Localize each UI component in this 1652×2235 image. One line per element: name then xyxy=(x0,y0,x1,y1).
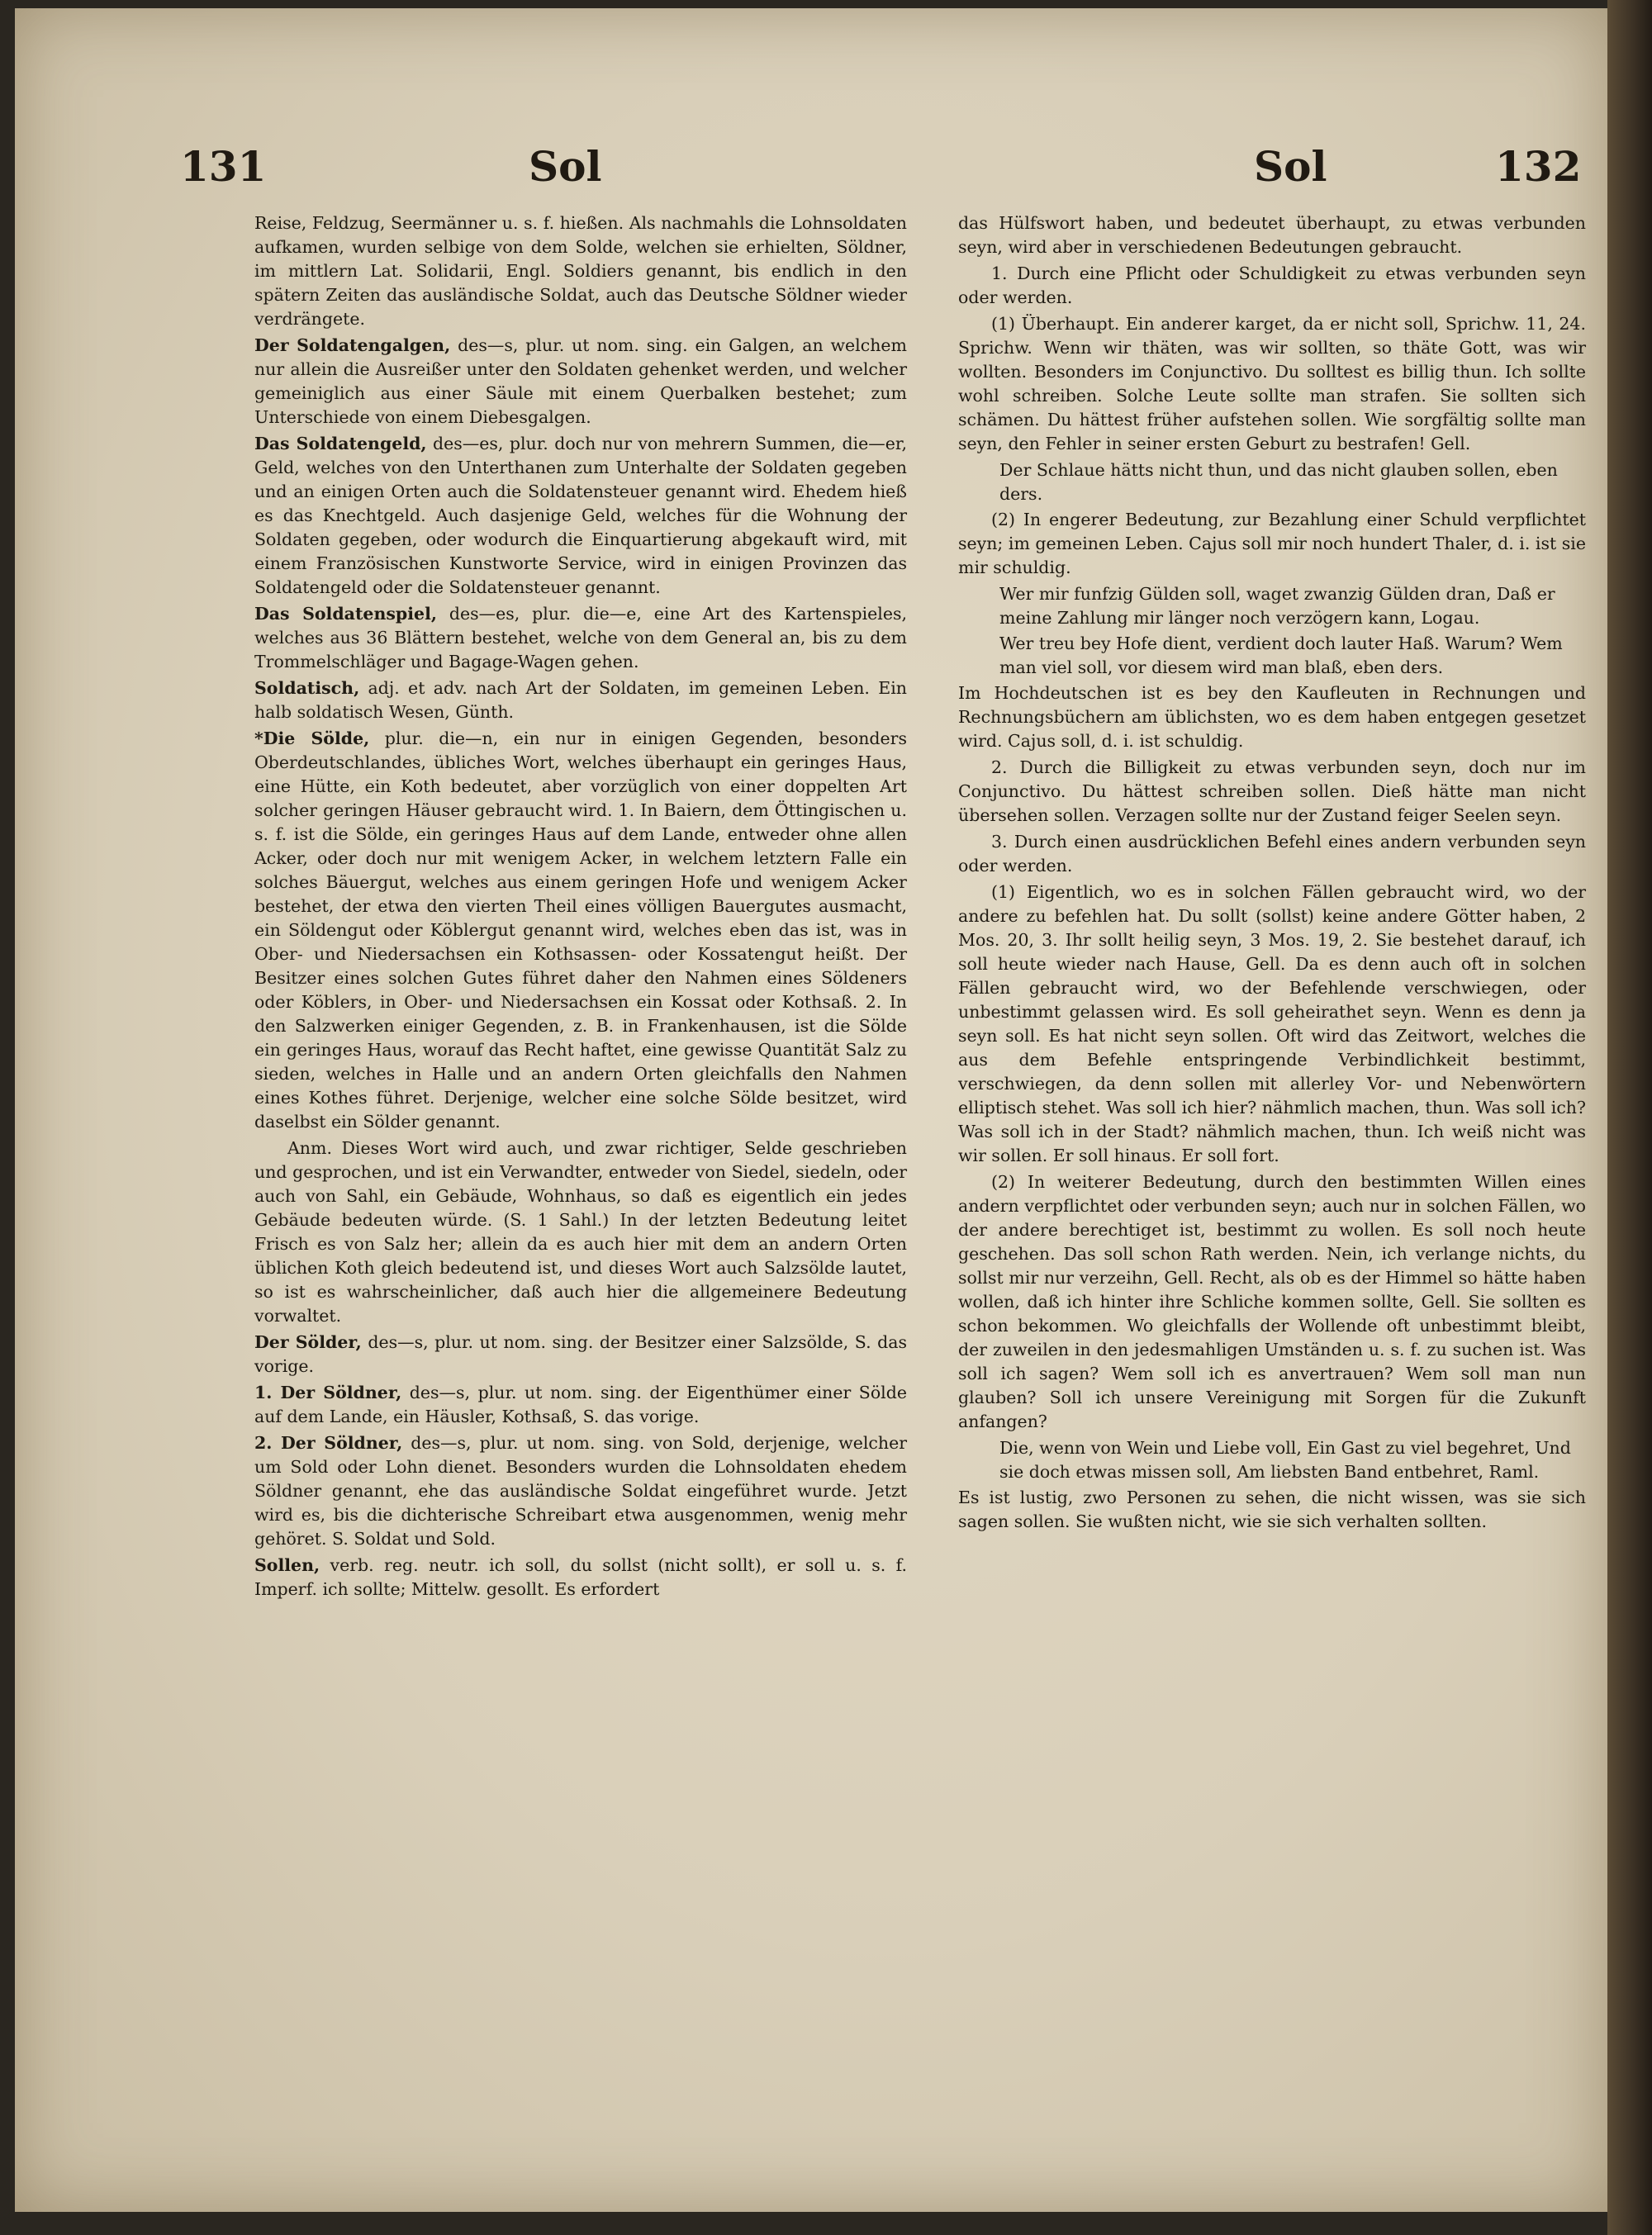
entry-text: des—s, plur. ut nom. sing. der Eigenthümer einer Sölde auf dem Lande, ein Häusler, Kothsaß, S. das vorige. xyxy=(254,1383,907,1426)
entry-text: des—s, plur. ut nom. sing. der Besitzer einer Salzsölde, S. das vorige. xyxy=(254,1332,907,1376)
entry-text: Reise, Feldzug, Seermänner u. s. f. hießen. Als nachmahls die Lohnsoldaten aufkamen, wurden selbige von dem Solde, welchen sie erhielten, Söldner, im mittlern Lat. Solidarii, Engl. Soldiers genannt, bis endlich in den spätern Zeiten das ausländische Soldat, auch das Deutsche Söldner wieder verdrängete. xyxy=(254,213,907,329)
entry-headword: *Die Sölde, xyxy=(254,728,370,748)
paragraph: (1) Eigentlich, wo es in solchen Fällen gebraucht wird, wo der andere zu befehlen hat. Du sollt (sollst) keine andere Götter haben, 2 Mos. 20, 3. Ihr sollt heilig seyn, 3 Mos. 19, 2. Sie bestehet darauf, ich soll heute wieder nach Hause, Gell. Da es denn auch oft in solchen Fällen gebraucht wird, wo der Befehlende verschwiegen, oder unbestimmt gelassen wird. Es soll geheirathet seyn. Wenn es denn ja seyn soll. Es hat nicht seyn sollen. Oft wird das Zeitwort, welches die aus dem Befehle entspringende Verbindlichkeit bestimmt, verschwiegen, da denn sollen mit allerley Vor- und Nebenwörtern elliptisch stehet. Was soll ich hier? nähmlich machen, thun. Was soll ich? Was soll ich in der Stadt? nähmlich machen, thun. Ich weiß nicht was wir sollen. Er soll hinaus. Er soll fort. xyxy=(958,882,1586,1165)
dictionary-entry xyxy=(254,676,907,724)
dictionary-entry xyxy=(254,1381,907,1429)
entry-text: verb. reg. neutr. ich soll, du sollst (nicht sollt), er soll u. s. f. Imperf. ich sollte; Mittelw. gesollt. Es erfordert xyxy=(254,1555,907,1599)
entry-text: des—es, plur. die—e, eine Art des Kartenspieles, welches aus 36 Blättern bestehet, welche von dem General an, bis zu dem Trommelschläger und Bagage-Wagen gehen. xyxy=(254,604,907,671)
paragraph: Im Hochdeutschen ist es bey den Kaufleuten in Rechnungen und Rechnungsbüchern am üblichsten, wo es dem haben entgegen gesetzet wird. Cajus soll, d. i. ist schuldig. xyxy=(958,683,1586,751)
left-column xyxy=(254,211,907,1604)
right-running-head: Sol xyxy=(1254,142,1327,191)
right-column xyxy=(958,211,1586,1536)
left-page-number: 131 xyxy=(180,142,267,191)
dictionary-entry xyxy=(254,432,907,600)
dictionary-entry xyxy=(254,602,907,674)
entry-headword: 2. Der Söldner, xyxy=(254,1433,403,1453)
entry-headword: Der Soldatengalgen, xyxy=(254,335,451,355)
paragraph: das Hülfswort haben, und bedeutet überhaupt, zu etwas verbunden seyn, wird aber in verschiedenen Bedeutungen gebraucht. xyxy=(958,213,1586,257)
entry-headword: Der Sölder, xyxy=(254,1332,362,1352)
dictionary-entry xyxy=(254,1136,907,1328)
entry-text: Anm. Dieses Wort wird auch, und zwar richtiger, Selde geschrieben und gesprochen, und ist ein Verwandter, entweder von Siedel, siedeln, oder auch von Sahl, ein Gebäude, Wohnhaus, so daß es eigentlich ein jedes Gebäude bedeuten würde. (S. 1 Sahl.) In der letzten Bedeutung leitet Frisch es von Salz her; allein da es auch hier mit dem an andern Orten üblichen Koth gleich bedeutend ist, und dieses Wort auch Salzsölde lautet, so ist es wahrscheinlicher, daß auch hier die allgemeinere Bedeutung vorwaltet. xyxy=(254,1138,907,1326)
quoted-verse: Die, wenn von Wein und Liebe voll, Ein Gast zu viel begehret, Und sie doch etwas missen soll, Am liebsten Band entbehret, Raml. xyxy=(999,1438,1571,1482)
entry-text: des—es, plur. doch nur von mehrern Summen, die—er, Geld, welches von den Unterthanen zum Unterhalte der Soldaten gegeben und an einigen Orten auch die Soldatensteuer genannt wird. Ehedem hieß es das Knechtgeld. Auch dasjenige Geld, welches für die Wohnung der Soldaten gegeben, oder wodurch die Einquartierung abgekauft wird, mit einem Französischen Kunstworte Service, wird in einigen Provinzen das Soldatengeld oder die Soldatensteuer genannt. xyxy=(254,434,907,597)
paragraph: (2) In weiterer Bedeutung, durch den bestimmten Willen eines andern verpflichtet oder verbunden seyn; auch nur in solchen Fällen, wo der andere berechtiget ist, bestimmt zu wollen. Es soll noch heute geschehen. Das soll schon Rath werden. Nein, ich verlange nichts, du sollst mir nur verzeihn, Gell. Recht, als ob es der Himmel so hätte haben wollen, daß ich hinter ihre Schliche kommen sollte, Gell. Sie sollten es schon bekommen. Wo gleichfalls der Wollende oft unbestimmt bleibt, der zuweilen in den jedesmahligen Umständen u. s. f. zu suchen ist. Was soll ich sagen? Wem soll ich es anvertrauen? Wem soll man nun glauben? Soll ich unsere Vereinigung mit Sorgen für die Zukunft anfangen? xyxy=(958,1172,1586,1431)
paragraph: 3. Durch einen ausdrücklichen Befehl eines andern verbunden seyn oder werden. xyxy=(958,832,1586,875)
dictionary-entry xyxy=(254,211,907,331)
left-running-head: Sol xyxy=(529,142,602,191)
paragraph: (1) Überhaupt. Ein anderer karget, da er nicht soll, Sprichw. 11, 24. Sprichw. Wenn wir thäten, was wir sollten, so thäte Gott, was wir wollten. Besonders im Conjunctivo. Du solltest es billig thun. Ich sollte wohl schreiben. Solche Leute sollte man strafen. Sie sollten sich schämen. Du hättest früher aufstehen sollen. Wie sorgfältig sollte man seyn, den Fehler in seiner ersten Geburt zu bestrafen! Gell. xyxy=(958,314,1586,453)
dictionary-entry xyxy=(254,334,907,429)
entry-headword: Das Soldatengeld, xyxy=(254,434,427,453)
paragraph: (2) In engerer Bedeutung, zur Bezahlung einer Schuld verpflichtet seyn; im gemeinen Leben. Cajus soll mir noch hundert Thaler, d. i. ist sie mir schuldig. xyxy=(958,510,1586,577)
entry-headword: 1. Der Söldner, xyxy=(254,1383,402,1402)
right-page-number: 132 xyxy=(1495,142,1582,191)
book-spine-edge xyxy=(1607,0,1652,2235)
entry-headword: Soldatisch, xyxy=(254,678,360,698)
dictionary-entry xyxy=(254,727,907,1134)
entry-text: plur. die—n, ein nur in einigen Gegenden, besonders Oberdeutschlandes, übliches Wort, welches überhaupt ein geringes Haus, eine Hütte, ein Koth bedeutet, aber vorzüglich von einer doppelten Art solcher geringen Häuser gebraucht wird. 1. In Baiern, dem Öttingischen u. s. f. ist die Sölde, ein geringes Haus auf dem Lande, entweder ohne allen Acker, oder doch nur mit wenigem Acker, in welchem letztern Falle ein solches Bäuergut, welches aus einem geringen Hofe und wenigem Acker bestehet, der etwa den vierten Theil eines völligen Bauergutes ausmacht, ein Söldengut oder Köblergut genannt wird, welches eben das ist, was in Ober- und Niedersachsen ein Kothsassen- oder Kossatengut heißt. Der Besitzer eines solchen Gutes führet daher den Nahmen eines Söldeners oder Köblers, in Ober- und Niedersachsen ein Kossat oder Kothsaß. 2. In den Salzwerken einiger Gegenden, z. B. in Frankenhausen, ist die Sölde ein geringes Haus, worauf das Recht haftet, eine gewisse Quantität Salz zu sieden, welches in Halle und an andern Orten gleichfalls den Nahmen eines Kothes führet. Derjenige, welcher eine solche Sölde besitzet, wird daselbst ein Sölder genannt. xyxy=(254,728,907,1132)
quoted-verse: Wer treu bey Hofe dient, verdient doch lauter Haß. Warum? Wem man viel soll, vor diesem wird man blaß, eben ders. xyxy=(999,633,1563,677)
entry-headword: Das Soldatenspiel, xyxy=(254,604,438,624)
entry-text: des—s, plur. ut nom. sing. ein Galgen, an welchem nur allein die Ausreißer unter den Soldaten gehenket werden, und welcher gemeiniglich aus einer Säule mit einem Querbalken bestehet; zum Unterschiede von einem Diebesgalgen. xyxy=(254,335,907,427)
quoted-verse: Der Schlaue hätts nicht thun, und das nicht glauben sollen, eben ders. xyxy=(999,460,1558,504)
dictionary-entry xyxy=(254,1554,907,1602)
paragraph: 2. Durch die Billigkeit zu etwas verbunden seyn, doch nur im Conjunctivo. Du hättest schreiben sollen. Dieß hätte man nicht übersehen sollen. Verzagen sollte nur der Zustand feiger Seelen seyn. xyxy=(958,757,1586,825)
quoted-verse: Wer mir funfzig Gülden soll, waget zwanzig Gülden dran, Daß er meine Zahlung mir länger noch verzögern kann, Logau. xyxy=(999,584,1555,628)
paragraph: Es ist lustig, zwo Personen zu sehen, die nicht wissen, was sie sich sagen sollen. Sie wußten nicht, wie sie sich verhalten sollten. xyxy=(958,1488,1586,1531)
dictionary-entry xyxy=(254,1431,907,1551)
entry-text: des—s, plur. ut nom. sing. von Sold, derjenige, welcher um Sold oder Lohn dienet. Besonders wurden die Lohnsoldaten ehedem Söldner genannt, ehe das ausländische Soldat eingeführet wurde. Jetzt wird es, bis die dichterische Schreibart etwa ausgenommen, wenig mehr gehöret. S. Soldat und Sold. xyxy=(254,1433,907,1549)
dictionary-entry xyxy=(254,1331,907,1378)
paragraph: 1. Durch eine Pflicht oder Schuldigkeit zu etwas verbunden seyn oder werden. xyxy=(958,263,1586,307)
entry-text: adj. et adv. nach Art der Soldaten, im gemeinen Leben. Ein halb soldatisch Wesen, Günth. xyxy=(254,678,907,722)
entry-headword: Sollen, xyxy=(254,1555,320,1575)
